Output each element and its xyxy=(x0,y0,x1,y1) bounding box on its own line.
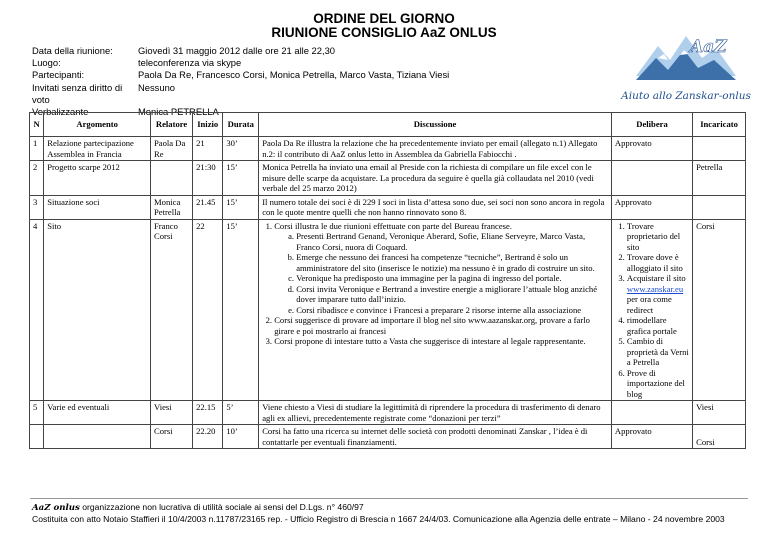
table-row xyxy=(30,219,746,401)
col-header-n: N xyxy=(30,113,44,137)
discussion-list xyxy=(262,221,608,347)
cell-discussione: Il numero totale dei soci è di 229 I soci in lista d’attesa sono due, sei soci non sono ancora in regola con le quote mentre quelli che non hanno rinnovato sono 8. xyxy=(259,195,612,219)
meta-row-place xyxy=(32,57,449,69)
list-item: 6. Prove di importazione del blog xyxy=(627,368,689,400)
cell-inizio: 22.20 xyxy=(193,425,223,449)
cell-n: 2 xyxy=(30,161,44,196)
document-subtitle: RIUNIONE CONSIGLIO AaZ ONLUS xyxy=(271,25,497,40)
cell-discussione: Paola Da Re illustra la relazione che ha precedentemente inviato per email (allegato n.1) Allegato n.2: il contributo di AaZ onlus letto in Assemblea da Gabriella Fabiocchi . xyxy=(259,137,612,161)
cell-discussione: Viene chiesto a Viesi di studiare la legittimità di riprendere la procedura di trasferimento di denaro agli ex allievi, precedentemente registrate come “donazioni per terzi” xyxy=(259,401,612,425)
cell-inizio: 21 xyxy=(193,137,223,161)
meta-key: Luogo: xyxy=(32,57,61,69)
meta-value: Paola Da Re, Francesco Corsi, Monica Petrella, Marco Vasta, Tiziana Viesi xyxy=(138,69,450,81)
cell-argomento: Situazione soci xyxy=(44,195,151,219)
logo-monogram: AaZ xyxy=(690,37,727,57)
logo-text: Aiuto allo Zanskar-onlus xyxy=(621,90,751,102)
list-item: 1. Trovare proprietario del sito xyxy=(627,221,689,253)
meta-value: Giovedì 31 maggio 2012 dalle ore 21 alle 22,30 xyxy=(138,45,336,56)
meta-key: Verbalizzante xyxy=(32,106,89,118)
footer-line-1 xyxy=(32,502,725,514)
meta-key: Data della riunione: xyxy=(32,45,113,56)
cell-argomento: Sito xyxy=(44,219,151,401)
cell-argomento xyxy=(44,425,151,449)
footer-divider xyxy=(30,498,748,499)
cell-durata: 10’ xyxy=(223,425,259,449)
discussion-sublist xyxy=(274,231,608,315)
meta-key: Partecipanti: xyxy=(32,69,85,81)
list-item-text: Acquistare il sito xyxy=(626,273,686,283)
list-item: 2. Corsi suggerisce di provare ad importare il blog nel sito www.aazanskar.org, provare a farlo girare e poi mostrarlo ai francesi xyxy=(274,315,608,336)
delibera-list xyxy=(615,221,689,400)
table-row xyxy=(30,401,746,425)
col-header-delibera: Delibera xyxy=(611,113,692,137)
col-header-discussione: Discussione xyxy=(259,113,612,137)
document-title: ORDINE DEL GIORNO xyxy=(313,11,455,26)
cell-inizio: 22 xyxy=(193,219,223,401)
list-item-text: per xyxy=(626,294,638,304)
cell-inizio: 21.45 xyxy=(193,195,223,219)
cell-incaricato: Viesi xyxy=(693,401,746,425)
meta-key: Invitati senza diritto di voto xyxy=(32,81,123,105)
footer-text: organizzazione non lucrativa di utilità sociale ai sensi del D.Lgs. n° 460/97 xyxy=(79,502,364,512)
cell-argomento: Progetto scarpe 2012 xyxy=(44,161,151,196)
cell-delibera: Approvato xyxy=(611,195,692,219)
col-header-argomento: Argomento xyxy=(44,113,151,137)
list-item-text: ora come redirect xyxy=(626,294,672,315)
table-header-row xyxy=(30,113,746,137)
cell-delibera xyxy=(611,161,692,196)
list-item: 4. rimodellare grafica portale xyxy=(627,315,689,336)
cell-relatore: Corsi xyxy=(151,425,193,449)
cell-discussione xyxy=(259,219,612,401)
meta-row-guests xyxy=(32,82,449,106)
aaz-logo xyxy=(621,28,751,108)
meta-row-participants xyxy=(32,69,449,81)
table-row xyxy=(30,137,746,161)
list-item: a. Presenti Bertrand Genand, Veronique Aberard, Sofie, Eliane Serveyre, Marco Vasta, Franco Corsi, nuora di Coquard. xyxy=(296,231,608,252)
meta-value: teleconferenza via skype xyxy=(138,57,242,69)
cell-durata: 15’ xyxy=(223,195,259,219)
cell-n: 5 xyxy=(30,401,44,425)
agenda-table xyxy=(29,112,746,449)
cell-relatore: Monica Petrella xyxy=(151,195,193,219)
zanskar-eu-link[interactable]: www.zanskar.eu xyxy=(626,283,684,294)
list-item xyxy=(627,273,689,315)
cell-incaricato: Corsi xyxy=(693,425,746,449)
meeting-info xyxy=(32,45,449,118)
cell-incaricato: Corsi xyxy=(693,219,746,401)
cell-incaricato xyxy=(693,195,746,219)
cell-durata: 30’ xyxy=(223,137,259,161)
col-header-relatore: Relatore xyxy=(151,113,193,137)
footer-line-2: Costituita con atto Notaio Staffieri il 10/4/2003 n.11787/23165 rep. - Ufficio Registro di Brescia n 1667 24/4/03. Comunicazione alla Agenzia delle entrate – Milano - 24 novembre 2003 xyxy=(32,514,725,524)
table-row xyxy=(30,425,746,449)
footer-brand: AaZ onlus xyxy=(32,503,80,513)
list-item: d. Corsi invita Veronique e Bertrand a investire energie a migliorare l’attuale blog anziché dover imparare tutto dall’inizio. xyxy=(296,284,608,305)
list-item-text: Corsi illustra le due riunioni effettuate con parte del Bureau francese. xyxy=(274,220,512,231)
cell-incaricato: Petrella xyxy=(693,161,746,196)
meta-value: Nessuno xyxy=(138,81,176,93)
cell-relatore xyxy=(151,161,193,196)
cell-argomento: Varie ed eventuali xyxy=(44,401,151,425)
cell-discussione: Corsi ha fatto una ricerca su internet delle società con prodotti denominati Zanskar , l’idea è di contattarle per eventuali finanziamenti. xyxy=(259,425,612,449)
cell-delibera xyxy=(611,401,692,425)
cell-n: 4 xyxy=(30,219,44,401)
table-row xyxy=(30,161,746,196)
cell-durata: 15’ xyxy=(223,219,259,401)
cell-n xyxy=(30,425,44,449)
cell-delibera xyxy=(611,219,692,401)
cell-durata: 5’ xyxy=(223,401,259,425)
cell-relatore: Paola Da Re xyxy=(151,137,193,161)
cell-relatore: Viesi xyxy=(151,401,193,425)
list-item: c. Veronique ha predisposto una immagine per la pagina di ingresso del portale. xyxy=(296,273,608,284)
cell-incaricato xyxy=(693,137,746,161)
cell-n: 3 xyxy=(30,195,44,219)
meta-value: Monica PETRELLA xyxy=(138,106,219,118)
list-item: 3. Corsi propone di intestare tutto a Vasta che suggerisce di intestare al legale rappresentante. xyxy=(274,336,608,347)
cell-inizio: 21:30 xyxy=(193,161,223,196)
col-header-durata: Durata xyxy=(223,113,259,137)
cell-discussione: Monica Petrella ha inviato una email al Preside con la richiesta di compilare un file excel con le misure delle scarpe da acquistare. La procedura da seguire è quella già collaudata nel 2010 (vedi verbale del 25 marzo 2012) xyxy=(259,161,612,196)
cell-n: 1 xyxy=(30,137,44,161)
col-header-inizio: Inizio xyxy=(193,113,223,137)
cell-durata: 15’ xyxy=(223,161,259,196)
footer xyxy=(32,502,725,525)
cell-inizio: 22.15 xyxy=(193,401,223,425)
cell-delibera: Approvato xyxy=(611,137,692,161)
list-item: 5. Cambio di proprietà da Verni a Petrella xyxy=(627,336,689,368)
list-item xyxy=(274,221,608,316)
cell-relatore: Franco Corsi xyxy=(151,219,193,401)
meta-row-date xyxy=(32,45,449,57)
col-header-incaricato: Incaricato xyxy=(693,113,746,137)
list-item: b. Emerge che nessuno dei francesi ha competenze “tecniche”, Bertrand è solo un amministratore del sito (inserisce le notizie) ma nessuno è in grado di costruire un sito. xyxy=(296,252,608,273)
table-row xyxy=(30,195,746,219)
cell-argomento: Relazione partecipazione Assemblea in Francia xyxy=(44,137,151,161)
list-item: e. Corsi ribadisce e convince i Francesi a preparare 2 risorse interne alla associazione xyxy=(296,305,608,316)
list-item: 2. Trovare dove è alloggiato il sito xyxy=(627,252,689,273)
cell-delibera: Approvato xyxy=(611,425,692,449)
